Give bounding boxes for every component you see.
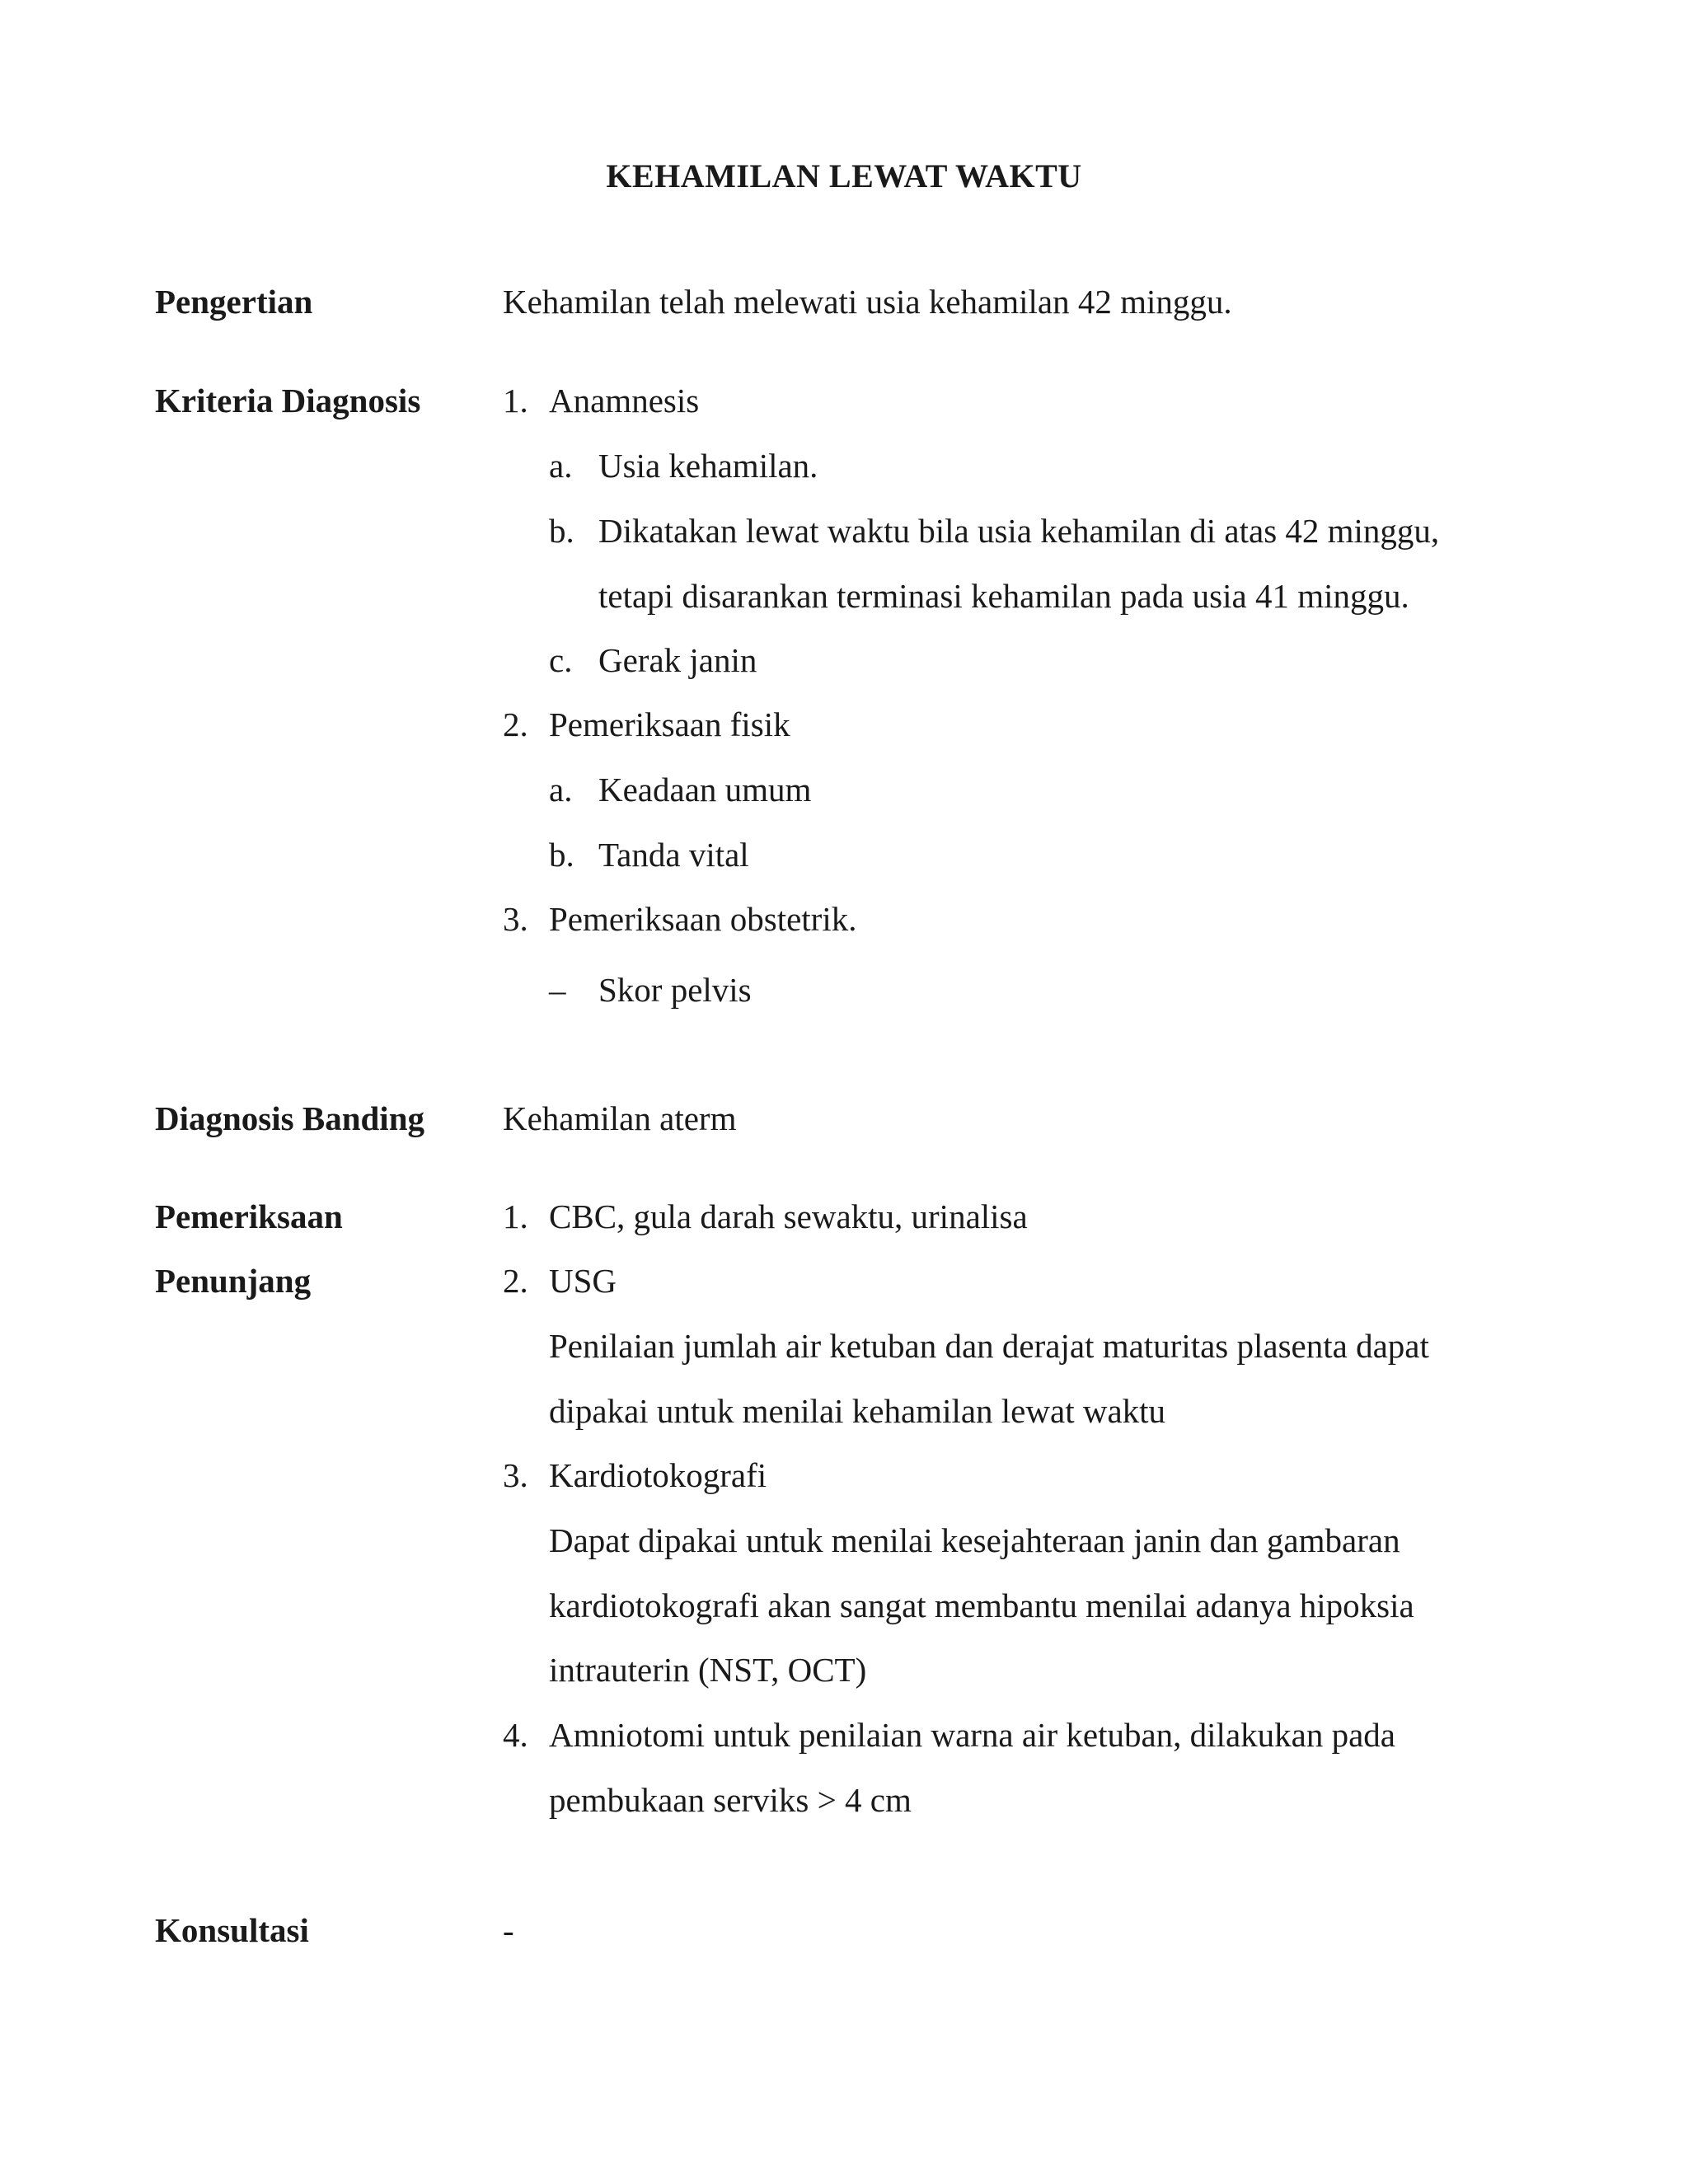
penunjang-item-4-number: 4. [503,1716,528,1754]
konsultasi-text: - [503,1911,514,1949]
konsultasi-label: Konsultasi [155,1911,309,1949]
kriteria-item-1-text: Anamnesis [549,382,700,419]
kriteria-item-3-text: Pemeriksaan obstetrik. [549,900,857,938]
kriteria-item-3-dash-text: Skor pelvis [598,971,752,1009]
banding-label: Diagnosis Banding [155,1099,424,1137]
penunjang-item-3-text-line4: intrauterin (NST, OCT) [549,1651,867,1689]
penunjang-item-4-text-line1: Amniotomi untuk penilaian warna air ketuban, dilakukan pada [549,1716,1395,1754]
kriteria-item-2-text: Pemeriksaan fisik [549,705,790,743]
kriteria-item-1c-mark: c. [549,641,573,679]
penunjang-item-1-text: CBC, gula darah sewaktu, urinalisa [549,1197,1028,1235]
penunjang-label-line2: Penunjang [155,1262,312,1300]
penunjang-item-4-text-line2: pembukaan serviks > 4 cm [549,1781,912,1819]
page-title: KEHAMILAN LEWAT WAKTU [606,157,1082,194]
kriteria-item-1a-text: Usia kehamilan. [598,447,818,485]
kriteria-item-1c-text: Gerak janin [598,641,757,679]
penunjang-item-3-text-line3: kardiotokografi akan sangat membantu menilai adanya hipoksia [549,1586,1414,1624]
pengertian-label: Pengertian [155,283,313,321]
kriteria-item-2b-text: Tanda vital [598,836,749,874]
kriteria-item-3-number: 3. [503,900,528,938]
kriteria-item-2a-mark: a. [549,771,573,808]
kriteria-item-2a-text: Keadaan umum [598,771,812,808]
kriteria-item-2-number: 2. [503,705,528,743]
kriteria-item-1b-text-line1: Dikatakan lewat waktu bila usia kehamilan di atas 42 minggu, [598,512,1440,550]
penunjang-item-3-number: 3. [503,1456,528,1494]
pengertian-text: Kehamilan telah melewati usia kehamilan 42 minggu. [503,283,1232,321]
penunjang-item-3-text-line1: Kardiotokografi [549,1456,767,1494]
penunjang-item-2-text-line2: Penilaian jumlah air ketuban dan derajat maturitas plasenta dapat [549,1327,1429,1365]
penunjang-item-3-text-line2: Dapat dipakai untuk menilai kesejahteraan janin dan gambaran [549,1521,1400,1559]
kriteria-item-1b-text-line2: tetapi disarankan terminasi kehamilan pada usia 41 minggu. [598,577,1409,615]
kriteria-item-1-number: 1. [503,382,528,419]
penunjang-label-line1: Pemeriksaan [155,1197,343,1235]
penunjang-item-1-number: 1. [503,1197,528,1235]
banding-text: Kehamilan aterm [503,1099,737,1137]
kriteria-label: Kriteria Diagnosis [155,382,421,419]
penunjang-item-2-text-line1: USG [549,1262,617,1300]
kriteria-item-3-dash-mark: – [549,971,566,1009]
penunjang-item-2-number: 2. [503,1262,528,1300]
kriteria-item-1b-mark: b. [549,512,574,550]
penunjang-item-2-text-line3: dipakai untuk menilai kehamilan lewat waktu [549,1392,1166,1430]
kriteria-item-2b-mark: b. [549,836,574,874]
kriteria-item-1a-mark: a. [549,447,573,485]
